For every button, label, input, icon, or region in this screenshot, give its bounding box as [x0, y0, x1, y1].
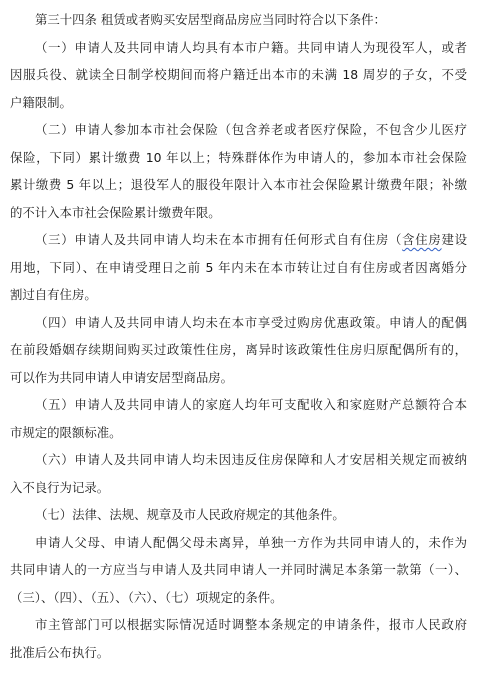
paragraph-line: 在前段婚姻存续期间购买过政策性住房，离异时该政策性住房归原配偶所有的， — [10, 342, 467, 357]
paragraph-line: 申请人父母、申请人配偶父母未离异，单独一方作为共同申请人的，未作为 — [35, 534, 467, 550]
paragraph-line: 户籍限制。 — [10, 94, 72, 110]
paragraph-line — [10, 226, 467, 254]
paragraph-line: （七）法律、法规、规章及市人民政府规定的其他条件。 — [35, 507, 345, 522]
paragraph-line: 可以作为共同申请人申请安居型商品房。 — [10, 369, 234, 385]
paragraph-line: 割过自有住房。 — [10, 287, 97, 302]
paragraph-7 — [10, 501, 467, 529]
paragraph-line: （五）申请人及共同申请人的家庭人均年可支配收入和家庭财产总额符合本 — [35, 397, 467, 412]
paragraph-line: 保险，下同）累计缴费 10 年以上；特殊群体作为申请人的，参加本市社会保险 — [10, 149, 467, 165]
paragraph-line: （四）申请人及共同申请人均未在本市享受过购房优惠政策。申请人的配偶 — [35, 314, 467, 330]
paragraph-line: 批准后公布执行。 — [10, 644, 110, 660]
paragraph-1 — [10, 34, 467, 117]
paragraph-line: （六）申请人及共同申请人均未因违反住房保障和人才安居相关规定而被纳 — [35, 452, 467, 467]
paragraph-line: 共同申请人的一方应当与申请人及共同申请人一并同时满足本条第一款第（一）、 — [10, 562, 467, 577]
text-run: 建设 — [441, 232, 468, 247]
paragraph-8 — [10, 529, 467, 612]
paragraph-line: 的不计入本市社会保险累计缴费年限。 — [10, 204, 221, 220]
paragraph-line: （三）、（四）、（五）、（六）、（七）项规定的条件。 — [10, 589, 283, 605]
paragraph-line: 用地，下同）、在申请受理日之前 5 年内未在本市转让过自有住房或者因离婚分 — [10, 259, 467, 275]
paragraph-4 — [10, 309, 467, 392]
paragraph-line: 累计缴费 5 年以上；退役军人的服役年限计入本市社会保险累计缴费年限；补缴 — [10, 177, 467, 192]
paragraph-3 — [10, 226, 467, 309]
paragraph-line: 市主管部门可以根据实际情况适时调整本条规定的申请条件，报市人民政府 — [35, 617, 467, 632]
paragraph-5 — [10, 391, 467, 446]
article-heading: 第三十四条 租赁或者购买安居型商品房应当同时符合以下条件： — [35, 12, 386, 27]
paragraph-line: 入不良行为记录。 — [10, 479, 110, 495]
paragraph-2 — [10, 116, 467, 226]
paragraph-6 — [10, 446, 467, 501]
spellcheck-underlined-text: 含住房 — [402, 232, 442, 247]
paragraph-line: （二）申请人参加本市社会保险（包含养老或者医疗保险，不包含少儿医疗 — [35, 122, 467, 137]
paragraph-line: （一）申请人及共同申请人均具有本市户籍。共同申请人为现役军人，或者 — [35, 39, 467, 55]
text-run: （三）申请人及共同申请人均未在本市拥有任何形式自有住房（ — [35, 232, 403, 247]
paragraph-9 — [10, 611, 467, 666]
paragraph-line: 市规定的限额标准。 — [10, 424, 122, 440]
paragraph-line: 因服兵役、就读全日制学校期间而将户籍迁出本市的未满 18 周岁的子女，不受 — [10, 67, 467, 82]
